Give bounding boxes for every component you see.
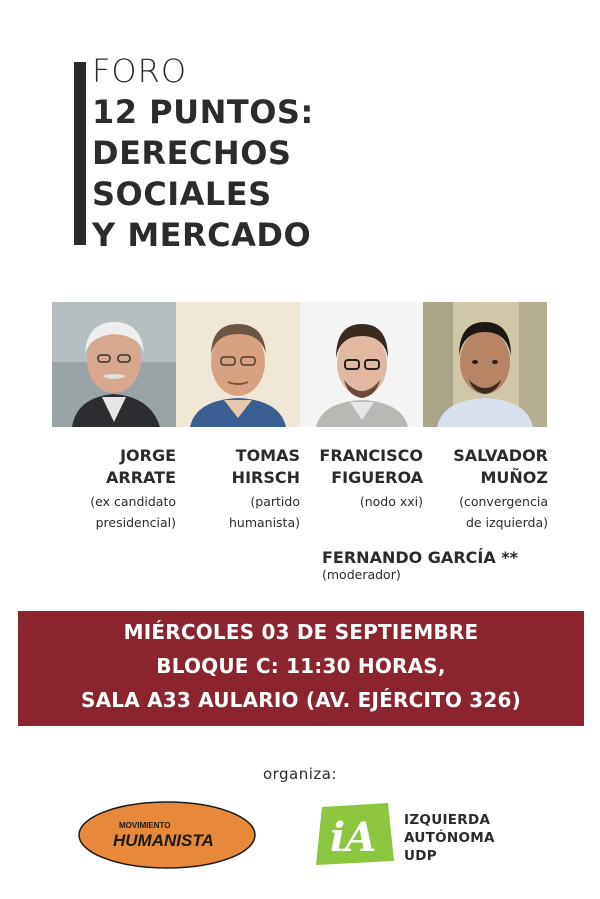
speaker-name: SALVADOR MUÑOZ — [453, 446, 548, 487]
photo-francisco-figueroa — [300, 302, 424, 427]
moderator-role: (moderador) — [322, 567, 401, 582]
speaker-name: FRANCISCO FIGUEROA — [319, 446, 423, 487]
speaker-role: (partido humanista) — [228, 494, 300, 530]
speaker-role: (ex candidato presidencial) — [90, 494, 176, 530]
moderator — [322, 548, 518, 582]
moderator-name: FERNANDO GARCÍA ** — [322, 548, 519, 567]
speaker-name: TOMAS HIRSCH — [231, 446, 300, 487]
speaker-jorge-arrate — [90, 445, 176, 533]
izquierda-autonoma-logo — [316, 803, 396, 865]
event-title: 12 PUNTOS: DERECHOS SOCIALES Y MERCADO — [92, 93, 314, 254]
ia-logo-mark: iA — [330, 814, 377, 861]
organizers-label: organiza: — [262, 765, 338, 783]
speaker-role: (convergencia de izquierda) — [459, 494, 548, 530]
humanista-logo-text: HUMANISTA — [113, 831, 214, 850]
event-details-banner — [18, 611, 584, 726]
humanista-logo-small-text: MOVIMIENTO — [119, 821, 171, 830]
speaker-role: (nodo xxi) — [359, 494, 423, 509]
title-accent-bar — [74, 62, 86, 245]
event-location: SALA A33 AULARIO (AV. EJÉRCITO 326) — [81, 688, 521, 712]
event-time: BLOQUE C: 11:30 HORAS, — [156, 654, 446, 678]
speaker-tomas-hirsch — [229, 445, 300, 533]
humanista-logo — [77, 800, 257, 870]
speaker-photos — [52, 302, 547, 427]
photo-tomas-hirsch — [176, 302, 300, 427]
photo-jorge-arrate — [52, 302, 176, 427]
event-type-label: FORO — [92, 52, 188, 90]
speaker-francisco-figueroa — [319, 445, 423, 512]
izquierda-autonoma-text: IZQUIERDA AUTÓNOMA UDP — [404, 812, 495, 864]
speaker-salvador-munoz — [453, 445, 548, 533]
speaker-name: JORGE ARRATE — [105, 446, 176, 487]
photo-salvador-munoz — [423, 302, 547, 427]
event-date: MIÉRCOLES 03 DE SEPTIEMBRE — [123, 620, 479, 644]
